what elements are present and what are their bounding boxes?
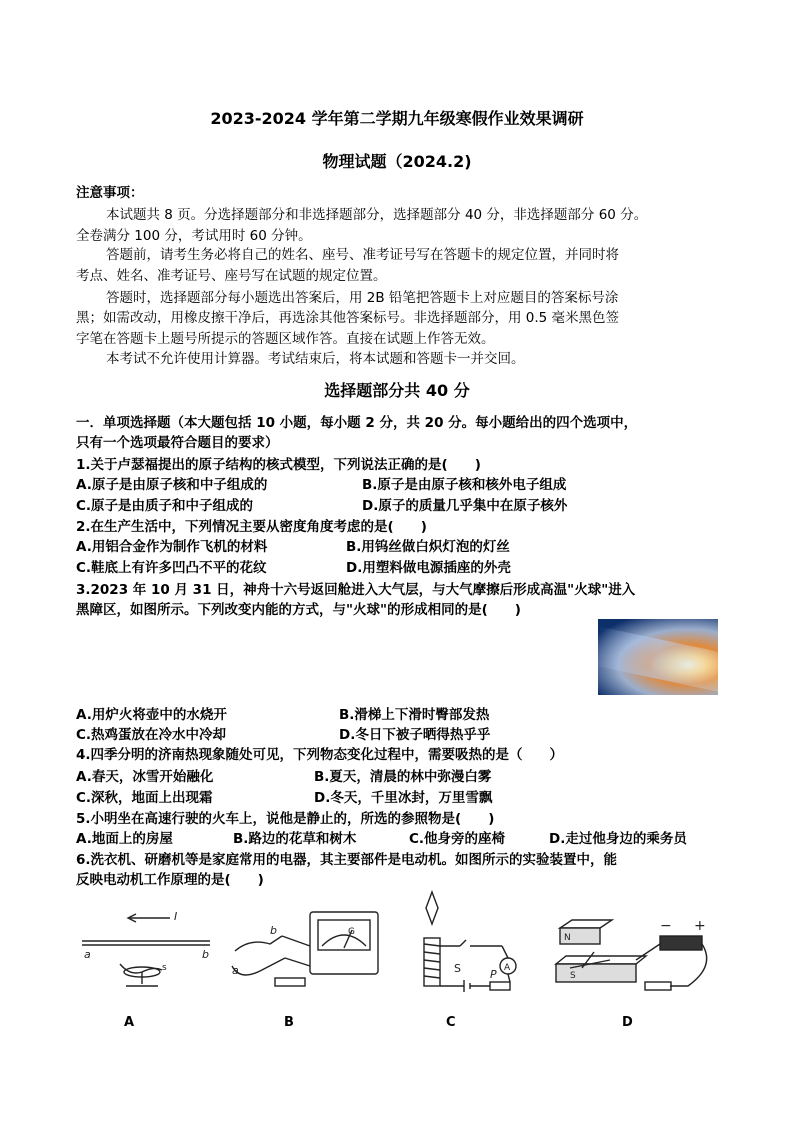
question-option: B.夏天，清晨的林中弥漫白雾 xyxy=(314,769,492,785)
figure-label-a: A xyxy=(124,1015,135,1030)
figure-label-b: B xyxy=(284,1015,294,1030)
question-option: B.路边的花草和树木 xyxy=(233,831,357,847)
question-option: C.热鸡蛋放在冷水中冷却 xyxy=(76,727,227,743)
question-option: D.原子的质量几乎集中在原子核外 xyxy=(362,498,568,514)
label-a: a xyxy=(84,948,91,961)
label-b: b xyxy=(202,948,209,961)
question-stem: 1.关于卢瑟福提出的原子结构的核式模型，下列说法正确的是( ) xyxy=(76,457,481,473)
notice-line: 考点、姓名、准考证号、座号写在试题的规定位置。 xyxy=(76,268,387,284)
label-switch-s: S xyxy=(454,962,461,975)
part-one-instructions: 一．单项选择题（本大题包括 10 小题，每小题 2 分，共 20 分。每小题给出的四个选项中， xyxy=(76,415,638,431)
question-option: B.用钨丝做白炽灯泡的灯丝 xyxy=(346,539,510,555)
motor-experiment-figures xyxy=(70,886,730,1006)
notice-heading: 注意事项： xyxy=(76,185,144,201)
notice-line: 答题前，请考生务必将自己的姓名、座号、准考证号写在答题卡的规定位置，并同时将 xyxy=(106,247,619,263)
question-option: A.春天，冰雪开始融化 xyxy=(76,769,214,785)
label-current: I xyxy=(174,910,178,923)
label-n: N xyxy=(564,933,571,943)
question-option: C.深秋，地面上出现霜 xyxy=(76,790,213,806)
label-p: P xyxy=(490,968,497,981)
notice-line: 黑；如需改动，用橡皮擦干净后，再选涂其他答案标号。非选择题部分，用 0.5 毫米黑色签 xyxy=(76,310,620,326)
question-stem: 黑障区，如图所示。下列改变内能的方式，与"火球"的形成相同的是( ) xyxy=(76,602,521,618)
figure-label-c: C xyxy=(446,1015,456,1030)
exam-title: 2023-2024 学年第二学期九年级寒假作业效果调研 xyxy=(210,109,584,128)
notice-line: 本考试不允许使用计算器。考试结束后，将本试题和答题卡一并交回。 xyxy=(106,351,525,367)
reentry-fireball-photo xyxy=(598,619,718,695)
question-option: C.他身旁的座椅 xyxy=(409,831,506,847)
question-option: D.走过他身边的乘务员 xyxy=(549,831,687,847)
label-plus: + xyxy=(694,918,706,934)
notice-line: 字笔在答题卡上题号所提示的答题区域作答。直接在试题上作答无效。 xyxy=(76,331,495,347)
question-option: C.原子是由质子和中子组成的 xyxy=(76,498,254,514)
label-minus: − xyxy=(660,918,672,934)
question-option: C.鞋底上有许多凹凸不平的花纹 xyxy=(76,560,267,576)
label-s: s xyxy=(162,963,167,973)
question-option: B.原子是由原子核和核外电子组成 xyxy=(362,477,567,493)
section-title: 选择题部分共 40 分 xyxy=(324,381,470,400)
figure-c-electromagnet xyxy=(424,892,516,992)
figure-b-galvanometer xyxy=(232,912,378,986)
question-stem: 5.小明坐在高速行驶的火车上，说他是静止的，所选的参照物是( ) xyxy=(76,811,495,827)
question-option: A.用铝合金作为制作飞机的材料 xyxy=(76,539,268,555)
question-option: B.滑梯上下滑时臀部发热 xyxy=(339,707,490,723)
figure-d-magnet-rails xyxy=(556,920,707,990)
label-s2: S xyxy=(570,971,576,981)
question-option: A.用炉火将壶中的水烧开 xyxy=(76,707,227,723)
question-option: D.冬天，千里冰封，万里雪飘 xyxy=(314,790,493,806)
question-stem: 2.在生产生活中，下列情况主要从密度角度考虑的是( ) xyxy=(76,519,427,535)
question-option: A.原子是由原子核和中子组成的 xyxy=(76,477,268,493)
label-g: G xyxy=(348,927,355,937)
label-a2: a xyxy=(232,964,239,977)
question-stem: 6.洗衣机、研磨机等是家庭常用的电器，其主要部件是电动机。如图所示的实验装置中，能 xyxy=(76,852,618,868)
exam-subtitle: 物理试题（2024.2) xyxy=(322,152,472,171)
notice-line: 本试题共 8 页。分选择题部分和非选择题部分，选择题部分 40 分，非选择题部分 60 分。 xyxy=(106,207,648,223)
figure-a-wire-compass xyxy=(82,914,210,986)
question-option: A.地面上的房屋 xyxy=(76,831,173,847)
part-one-instructions: 只有一个选项最符合题目的要求） xyxy=(76,435,279,451)
label-ammeter: A xyxy=(504,963,511,973)
notice-line: 全卷满分 100 分，考试用时 60 分钟。 xyxy=(76,228,312,244)
question-option: D.冬日下被子晒得热乎乎 xyxy=(339,727,491,743)
question-option: D.用塑料做电源插座的外壳 xyxy=(346,560,511,576)
question-stem: 3.2023 年 10 月 31 日，神舟十六号返回舱进入大气层，与大气摩擦后形成高温"火球"进入 xyxy=(76,582,636,598)
label-b2: b xyxy=(270,924,277,937)
notice-line: 答题时，选择题部分每小题选出答案后，用 2B 铅笔把答题卡上对应题目的答案标号涂 xyxy=(106,290,619,306)
question-stem: 4.四季分明的济南热现象随处可见，下列物态变化过程中，需要吸热的是（ ） xyxy=(76,747,564,763)
figure-label-d: D xyxy=(622,1015,633,1030)
question-stem: 反映电动机工作原理的是( ) xyxy=(76,872,264,888)
